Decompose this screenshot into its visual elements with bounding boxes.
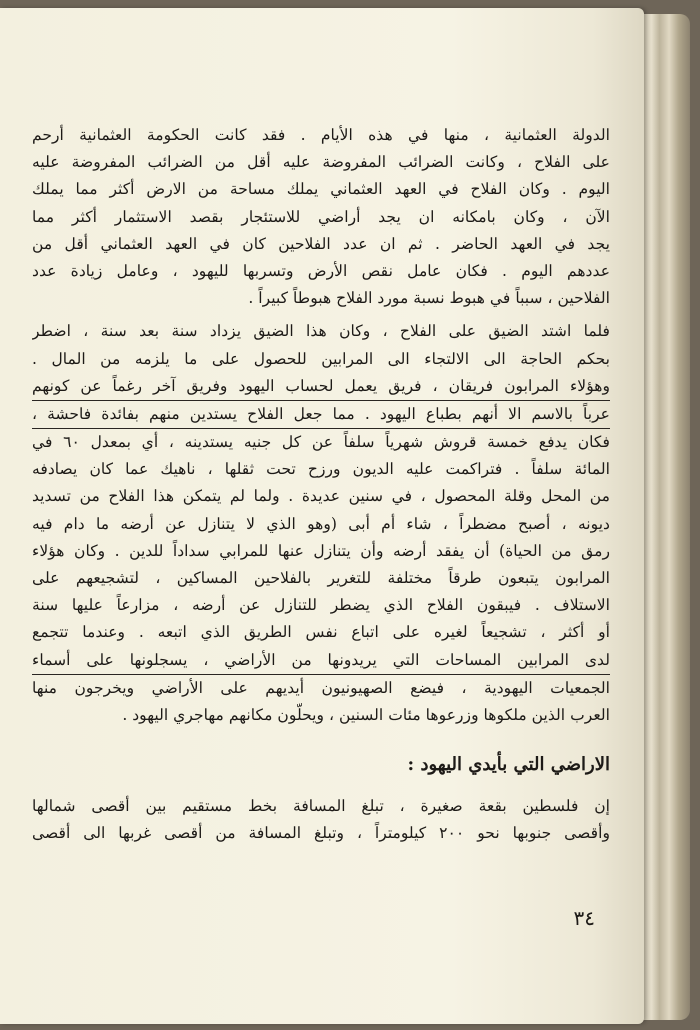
text-line: عددهم اليوم . فكان عامل نقص الأرض وتسربها لليهود ، وعامل زيادة عدد [32,261,610,280]
text-line: على الفلاح ، وكانت الضرائب المفروضة عليه أقل من الضرائب المفروضة عليه [32,153,610,172]
text-line: رمق من الحياة) أن يفقد أرضه وأن يتنازل عنها للمرابي سداداً للدين . وكان هؤلاء [32,541,610,560]
text-line: الاستلاف . فيبقون الفلاح الذي يضطر للتنازل عن أرضه ، مزارعاً عليها سنة [32,596,610,615]
text-line-underlined: لدى المرابين المساحات التي يريدونها من الأراضي ، يسجلونها على أسماء [32,647,610,675]
page-number: ٣٤ [573,906,595,930]
paragraph-1 [32,122,610,312]
text-line: وأقصى جنوبها نحو ٢٠٠ كيلومتراً ، وتبلغ المسافة من أقصى غربها الى أقصى [32,824,610,843]
page-body [32,122,610,848]
text-line: فكان يدفع خمسة قروش شهرياً سلفاً عن كل جنيه يستدينه ، أي بمعدل ٦٠ في [32,433,610,452]
text-line: فلما اشتد الضيق على الفلاح ، وكان هذا الضيق يزداد سنة بعد سنة ، اضطر [32,322,610,341]
text-line: العرب الذين ملكوها وزرعوها مئات السنين ، ويحلّون مكانهم مهاجري اليهود . [122,705,610,724]
text-line: من المحل وقلة المحصول ، في سنين عديدة . ولما لم يتمكن هذا الفلاح من تسديد [32,487,610,506]
text-line: الجمعيات اليهودية ، فيضع الصهيونيون أيديهم على الأراضي ويخرجون منها [32,678,610,697]
text-line: بحكم الحاجة الى الالتجاء الى المرابين للحصول على ما يلزمه من المال . [32,349,610,368]
text-line-underlined: وهؤلاء المرابون فريقان ، فريق يعمل لحساب اليهود وفريق آخر رغماً عن كونهم [32,373,610,401]
section-heading: الاراضي التي بأيدي اليهود : [407,754,610,776]
text-line: إن فلسطين بقعة صغيرة ، تبلغ المسافة بخط مستقيم بين أقصى شمالها [32,797,610,816]
text-line: أو أكثر ، تشجيعاً لغيره على اتباع نفس الطريق الذي اتبعه . وعندما تتجمع [32,623,610,642]
text-line: ديونه ، أصبح مضطراً ، شاء أم أبى (وهو الذي لا يتنازل عن أرضه ما دام فيه [32,514,610,533]
text-line: الدولة العثمانية ، منها في هذه الأيام . فقد كانت الحكومة العثمانية أرحم [32,126,610,144]
paragraph-3 [32,793,610,847]
text-line: اليوم . وكان الفلاح في العهد العثماني يملك مساحة من الارض أكثر مما يملك [32,180,610,199]
text-line: المائة سلفاً . فتراكمت عليه الديون ورزح تحت ثقلها ، ناهيك عما كان يصادفه [32,460,610,479]
text-line: يجد في العهد الحاضر . ثم ان عدد الفلاحين كان في العهد العثماني أقل من [32,234,610,253]
text-line: المرابون يتبعون طرقاً مختلفة للتغرير بالفلاحين المساكين ، لتشجيعهم على [32,569,610,587]
text-line: الفلاحين ، سبباً في هبوط نسبة مورد الفلاح هبوطاً كبيراً . [248,289,610,308]
text-line-underlined: عرباً بالاسم الا أنهم بطباع اليهود . مما جعل الفلاح يستدين منهم بفائدة فاحشة ، [32,401,610,429]
text-line: الآن ، وكان بامكانه ان يجد أراضي للاستئجار بقصد الاستثمار أكثر مما [32,207,610,226]
paragraph-2 [32,318,610,729]
